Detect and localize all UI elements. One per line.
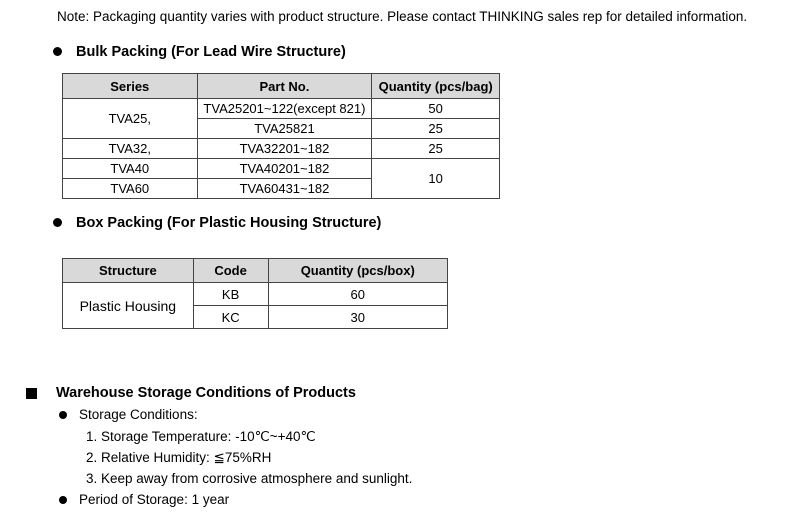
structure-cell: Plastic Housing bbox=[63, 283, 194, 329]
storage-period: Period of Storage: 1 year bbox=[79, 492, 230, 507]
header-quantity: Quantity (pcs/box) bbox=[268, 259, 448, 283]
part-cell: TVA25201~122(except 821) bbox=[197, 99, 372, 119]
qty-cell: 30 bbox=[268, 306, 448, 329]
storage-conditions-label: Storage Conditions: bbox=[79, 407, 198, 422]
part-cell: TVA32201~182 bbox=[197, 139, 372, 159]
storage-item: 1. Storage Temperature: -10℃~+40℃ bbox=[86, 429, 316, 444]
series-cell: TVA40 bbox=[63, 159, 198, 179]
qty-cell: 25 bbox=[372, 119, 500, 139]
code-cell: KB bbox=[193, 283, 268, 306]
series-cell: TVA60 bbox=[63, 179, 198, 199]
bulk-packing-heading: Bulk Packing (For Lead Wire Structure) bbox=[76, 44, 346, 60]
bullet-icon bbox=[59, 496, 67, 504]
box-packing-table bbox=[62, 258, 448, 329]
qty-cell: 10 bbox=[372, 159, 500, 199]
bullet-icon bbox=[59, 411, 67, 419]
square-bullet-icon bbox=[26, 388, 37, 399]
bullet-icon bbox=[53, 47, 62, 56]
bulk-packing-table bbox=[62, 73, 500, 199]
part-cell: TVA40201~182 bbox=[197, 159, 372, 179]
storage-item: 2. Relative Humidity: ≦75%RH bbox=[86, 450, 272, 465]
series-cell: TVA32, bbox=[63, 139, 198, 159]
qty-cell: 25 bbox=[372, 139, 500, 159]
series-cell: TVA25, bbox=[63, 99, 198, 139]
bullet-icon bbox=[53, 218, 62, 227]
qty-cell: 50 bbox=[372, 99, 500, 119]
box-packing-heading: Box Packing (For Plastic Housing Structure) bbox=[76, 215, 382, 231]
qty-cell: 60 bbox=[268, 283, 448, 306]
header-quantity: Quantity (pcs/bag) bbox=[372, 74, 500, 99]
header-code: Code bbox=[193, 259, 268, 283]
header-structure: Structure bbox=[63, 259, 194, 283]
header-series: Series bbox=[63, 74, 198, 99]
packaging-note: Note: Packaging quantity varies with product structure. Please contact THINKING sales rep for detailed information. bbox=[57, 9, 748, 24]
header-part-no: Part No. bbox=[197, 74, 372, 99]
code-cell: KC bbox=[193, 306, 268, 329]
storage-heading: Warehouse Storage Conditions of Products bbox=[56, 385, 356, 401]
part-cell: TVA25821 bbox=[197, 119, 372, 139]
storage-item: 3. Keep away from corrosive atmosphere and sunlight. bbox=[86, 471, 413, 486]
part-cell: TVA60431~182 bbox=[197, 179, 372, 199]
